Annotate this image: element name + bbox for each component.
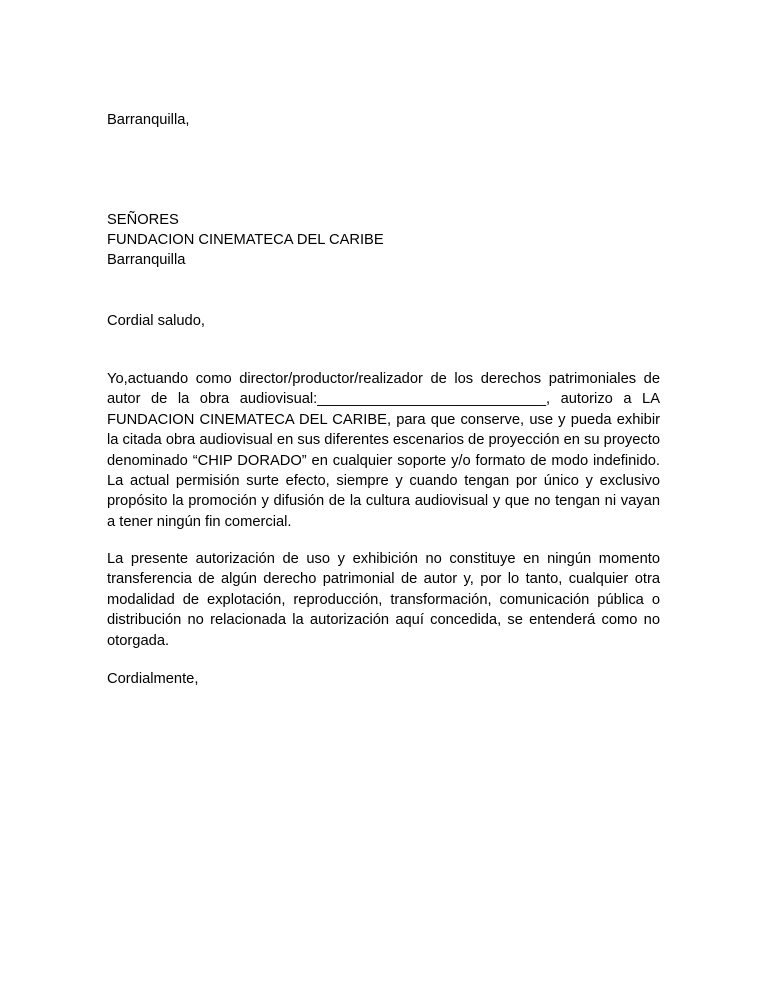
letter-closing: Cordialmente,: [107, 671, 199, 687]
terms-paragraph-text: La presente autorización de uso y exhibición no constituye en ningún momento transferencia de algún derecho patrimonial de autor y, por lo tanto, cualquier otra modalidad de explotación, reproducción, transformación, comunicación pública o distribución no relacionada la autorización aquí concedida, se entenderá como no otorgada.: [107, 551, 660, 649]
letter-place: Barranquilla,: [107, 112, 190, 128]
authorization-paragraph: [107, 369, 660, 532]
recipient-title: SEÑORES: [107, 212, 179, 228]
authorization-paragraph-text: Yo,actuando como director/productor/realizador de los derechos patrimoniales de autor de la obra audiovisual:____________________________, autorizo a LA FUNDACION CINEMATECA DEL CARIBE, para que conserve, use y pueda exhibir la citada obra audiovisual en sus diferentes escenarios de proyección en su proyecto denominado “CHIP DORADO” en cualquier soporte y/o formato de modo indefinido. La actual permisión surte efecto, siempre y cuando tengan por único y exclusivo propósito la promoción y difusión de la cultura audiovisual y que no tengan ni vayan a tener ningún fin comercial.: [107, 371, 660, 530]
terms-paragraph: [107, 549, 660, 651]
recipient-city: Barranquilla: [107, 252, 186, 268]
recipient-organization: FUNDACION CINEMATECA DEL CARIBE: [107, 232, 384, 248]
letter-greeting: Cordial saludo,: [107, 313, 205, 329]
